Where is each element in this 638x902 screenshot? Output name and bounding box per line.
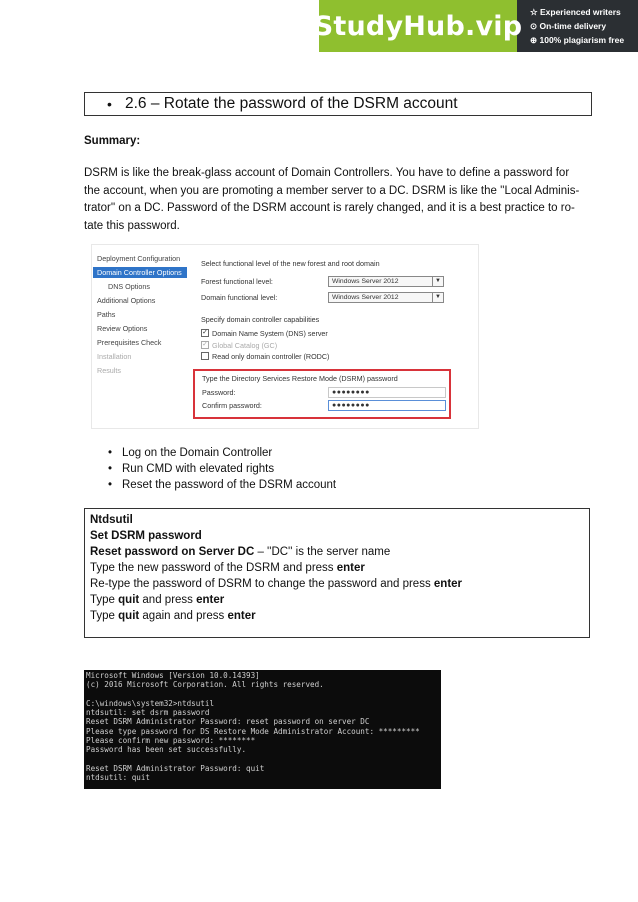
- feature-experienced-writers: ☆ Experienced writers: [530, 7, 621, 17]
- command-text: Re-type the password of DSRM to change the password and press: [90, 578, 434, 590]
- nav-deployment-configuration[interactable]: Deployment Configuration: [97, 254, 181, 263]
- summary-paragraph: [84, 165, 589, 235]
- rodc-checkbox-label: Read only domain controller (RODC): [212, 352, 330, 361]
- section-heading-box: [84, 92, 592, 116]
- terminal-line: [86, 690, 420, 699]
- terminal-line: Please confirm new password: ********: [86, 736, 256, 746]
- command-line: [90, 512, 462, 528]
- terminal-line: C:\windows\system32>ntdsutil: [86, 698, 215, 708]
- command-bold: enter: [227, 610, 256, 622]
- studyhub-banner[interactable]: [313, 0, 638, 52]
- logo-text: StudyHub.vip: [313, 10, 523, 42]
- command-bold: enter: [336, 562, 365, 574]
- command-text: Type: [90, 610, 119, 622]
- summary-line: tate this password.: [84, 219, 180, 232]
- dns-checkbox[interactable]: ✓: [202, 329, 208, 336]
- terminal-line: Password has been set successfully.: [86, 745, 247, 755]
- command-text: again and press: [139, 610, 228, 622]
- section-title: 2.6 – Rotate the password of the DSRM account: [125, 95, 458, 112]
- command-text: – ''DC'' is the server name: [254, 546, 391, 558]
- terminal-line: Microsoft Windows [Version 10.0.14393]: [86, 671, 260, 680]
- chevron-down-icon[interactable]: ▼: [432, 293, 443, 302]
- terminal-screenshot: [84, 670, 441, 789]
- command-text: and press: [139, 594, 197, 606]
- forest-level-dropdown[interactable]: [328, 276, 444, 287]
- rodc-checkbox[interactable]: [201, 352, 209, 360]
- step-text: Reset the password of the DSRM account: [122, 479, 337, 491]
- forest-level-value: Windows Server 2012: [332, 278, 399, 285]
- gc-checkbox-label: Global Catalog (GC): [212, 341, 278, 350]
- password-field[interactable]: ●●●●●●●●: [328, 387, 446, 398]
- terminal-line: Reset DSRM Administrator Password: reset password on server DC: [86, 717, 370, 727]
- command-text: Type: [90, 594, 119, 606]
- nav-paths[interactable]: Paths: [97, 310, 116, 319]
- nav-domain-controller-options[interactable]: Domain Controller Options: [93, 267, 187, 278]
- summary-line: DSRM is like the break-glass account of Domain Controllers. You have to define a password for: [84, 167, 570, 179]
- chevron-down-icon[interactable]: ▼: [432, 277, 443, 286]
- feature-plagiarism-free: ⊕ 100% plagiarism free: [530, 35, 625, 45]
- capabilities-heading: Specify domain controller capabilities: [201, 315, 320, 324]
- terminal-line: Reset DSRM Administrator Password: quit: [86, 763, 265, 773]
- command-bold: quit: [118, 594, 140, 606]
- commands-box: [84, 508, 590, 638]
- bullet-icon: •: [108, 463, 113, 475]
- command-bold: quit: [118, 610, 140, 622]
- command-line: [90, 608, 462, 624]
- summary-line: the account, when you are promoting a member server to a DC. DSRM is like the ''Local Adminis-: [84, 184, 580, 197]
- terminal-line: [86, 755, 420, 764]
- nav-results: Results: [97, 366, 121, 375]
- feature-on-time-delivery: ⊙ On-time delivery: [530, 21, 607, 31]
- dc-options-screenshot: [91, 244, 479, 429]
- wizard-nav: [92, 245, 188, 428]
- dsrm-password-heading: Type the Directory Services Restore Mode (DSRM) password: [202, 374, 398, 383]
- confirm-password-label: Confirm password:: [202, 401, 262, 410]
- terminal-line: ntdsutil: set dsrm password: [86, 708, 210, 718]
- bullet-icon: •: [108, 447, 113, 459]
- command-bold: Reset password on Server DC: [90, 546, 255, 558]
- nav-installation: Installation: [97, 352, 132, 361]
- command-bold: Ntdsutil: [90, 514, 133, 526]
- gc-checkbox: ✓: [202, 341, 208, 348]
- domain-level-value: Windows Server 2012: [332, 294, 399, 301]
- terminal-line: ntdsutil: quit: [86, 773, 151, 783]
- domain-level-label: Domain functional level:: [201, 293, 278, 302]
- terminal-line: (c) 2016 Microsoft Corporation. All rights reserved.: [86, 680, 324, 690]
- command-line: [90, 560, 462, 576]
- command-text: Type the new password of the DSRM and press: [90, 562, 337, 574]
- bullet-icon: •: [108, 479, 113, 491]
- summary-label: Summary:: [84, 135, 141, 147]
- nav-prerequisites-check[interactable]: Prerequisites Check: [97, 338, 162, 347]
- terminal-output: [86, 671, 420, 783]
- summary-line: trator'' on a DC. Password of the DSRM account is rarely changed, and it is a best practice to ro-: [84, 202, 575, 214]
- step-text: Log on the Domain Controller: [122, 447, 273, 459]
- command-bold: enter: [433, 578, 463, 590]
- command-line: [90, 544, 462, 560]
- banner-features: [530, 5, 624, 47]
- nav-dns-options[interactable]: DNS Options: [108, 282, 150, 291]
- domain-level-dropdown[interactable]: [328, 292, 444, 303]
- password-label: Password:: [202, 388, 236, 397]
- dns-checkbox-label: Domain Name System (DNS) server: [212, 329, 328, 338]
- command-bold: enter: [196, 594, 225, 606]
- bullet-icon: •: [107, 96, 112, 112]
- command-bold: Set DSRM password: [90, 530, 202, 542]
- studyhub-logo[interactable]: [313, 0, 523, 52]
- terminal-line: Please type password for DS Restore Mode Administrator Account: *********: [86, 726, 420, 736]
- nav-review-options[interactable]: Review Options: [97, 324, 148, 333]
- step-text: Run CMD with elevated rights: [122, 463, 275, 475]
- command-line: [90, 576, 462, 592]
- confirm-password-field[interactable]: ●●●●●●●●: [328, 400, 446, 411]
- nav-additional-options[interactable]: Additional Options: [97, 296, 156, 305]
- functional-level-heading: Select functional level of the new forest and root domain: [201, 259, 380, 268]
- command-line: [90, 528, 462, 544]
- forest-level-label: Forest functional level:: [201, 277, 273, 286]
- command-line: [90, 592, 462, 608]
